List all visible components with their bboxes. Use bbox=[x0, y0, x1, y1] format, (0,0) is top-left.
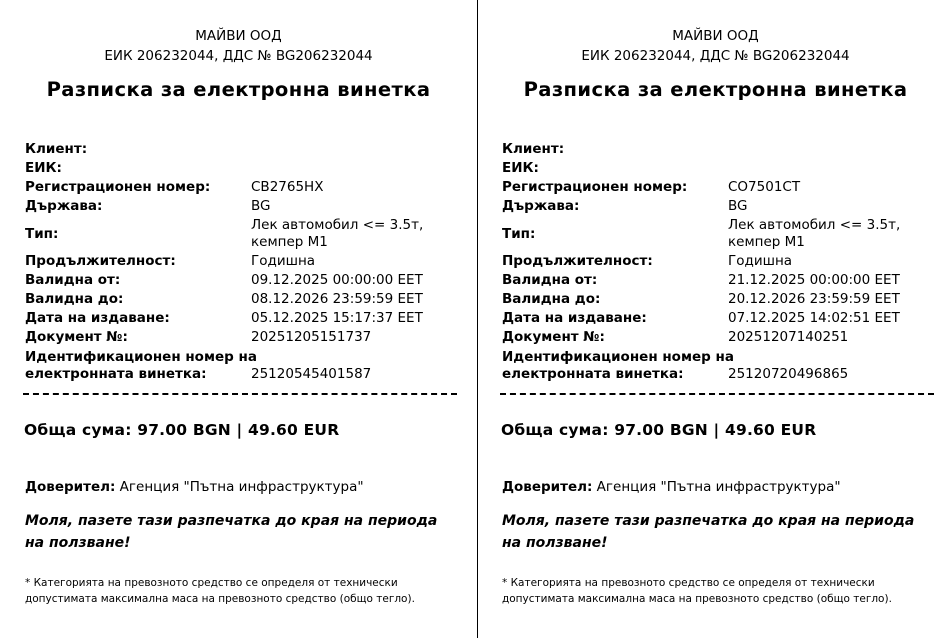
keep-receipt-notice: Моля, пазете тази разпечатка до края на периода на ползване! bbox=[25, 513, 438, 551]
valid-to-label: Валидна до: bbox=[502, 291, 601, 307]
valid-from-value: 09.12.2025 00:00:00 EET bbox=[251, 272, 423, 288]
country-value: BG bbox=[728, 198, 748, 214]
receipt-title: Разписка за електронна винетка bbox=[46, 78, 431, 101]
company-header bbox=[500, 26, 931, 66]
document-value: 20251205151737 bbox=[251, 329, 372, 345]
issue-date-value: 05.12.2025 15:17:37 EET bbox=[251, 310, 423, 326]
creditor-line bbox=[25, 479, 364, 495]
type-label: Тип: bbox=[502, 226, 536, 242]
eik-label: ЕИК: bbox=[25, 160, 62, 176]
type-value-line1: Лек автомобил <= 3.5т, bbox=[728, 217, 901, 233]
issue-date-label: Дата на издаване: bbox=[25, 310, 170, 326]
registration-label: Регистрационен номер: bbox=[502, 179, 688, 195]
vignette-id-value: 25120720496865 bbox=[728, 366, 849, 382]
company-header bbox=[23, 26, 454, 66]
document-label: Документ №: bbox=[25, 329, 128, 345]
creditor-value: Агенция "Пътна инфраструктура" bbox=[592, 479, 841, 495]
company-ids: ЕИК 206232044, ДДС № BG206232044 bbox=[581, 48, 850, 64]
issue-date-value: 07.12.2025 14:02:51 EET bbox=[728, 310, 900, 326]
creditor-label: Доверител: bbox=[25, 479, 116, 495]
valid-to-label: Валидна до: bbox=[25, 291, 124, 307]
duration-label: Продължителност: bbox=[502, 253, 653, 269]
vignette-id-label: Идентификационен номер на електронната винетка: bbox=[25, 349, 257, 382]
dashed-separator bbox=[23, 393, 457, 395]
country-label: Държава: bbox=[25, 198, 103, 214]
dashed-separator bbox=[500, 393, 934, 395]
company-name: МАЙВИ ООД bbox=[672, 28, 759, 44]
valid-to-value: 20.12.2026 23:59:59 EET bbox=[728, 291, 900, 307]
duration-label: Продължителност: bbox=[25, 253, 176, 269]
total-amount: Обща сума: 97.00 BGN | 49.60 EUR bbox=[501, 421, 817, 439]
eik-label: ЕИК: bbox=[502, 160, 539, 176]
vignette-id-label: Идентификационен номер на електронната винетка: bbox=[502, 349, 734, 382]
type-value-line1: Лек автомобил <= 3.5т, bbox=[251, 217, 424, 233]
valid-to-value: 08.12.2026 23:59:59 EET bbox=[251, 291, 423, 307]
registration-label: Регистрационен номер: bbox=[25, 179, 211, 195]
client-label: Клиент: bbox=[25, 141, 88, 157]
receipt-title: Разписка за електронна винетка bbox=[523, 78, 908, 101]
country-value: BG bbox=[251, 198, 271, 214]
registration-value: CO7501CT bbox=[728, 179, 801, 195]
type-value-line2: кемпер М1 bbox=[728, 234, 805, 250]
receipt-divider bbox=[477, 0, 478, 638]
duration-value: Годишна bbox=[728, 253, 793, 269]
company-ids: ЕИК 206232044, ДДС № BG206232044 bbox=[104, 48, 373, 64]
category-footnote: * Категорията на превозното средство се определя от технически допустимата максимална маса на превозното средство (общо тегло). bbox=[25, 577, 415, 605]
category-footnote: * Категорията на превозното средство се определя от технически допустимата максимална маса на превозното средство (общо тегло). bbox=[502, 577, 892, 605]
registration-value: CB2765HX bbox=[251, 179, 324, 195]
type-label: Тип: bbox=[25, 226, 59, 242]
issue-date-label: Дата на издаване: bbox=[502, 310, 647, 326]
valid-from-value: 21.12.2025 00:00:00 EET bbox=[728, 272, 900, 288]
country-label: Държава: bbox=[502, 198, 580, 214]
duration-value: Годишна bbox=[251, 253, 316, 269]
company-name: МАЙВИ ООД bbox=[195, 28, 282, 44]
type-value-line2: кемпер М1 bbox=[251, 234, 328, 250]
creditor-value: Агенция "Пътна инфраструктура" bbox=[115, 479, 364, 495]
vignette-id-value: 25120545401587 bbox=[251, 366, 372, 382]
valid-from-label: Валидна от: bbox=[25, 272, 121, 288]
client-label: Клиент: bbox=[502, 141, 565, 157]
creditor-line bbox=[502, 479, 841, 495]
valid-from-label: Валидна от: bbox=[502, 272, 598, 288]
document-label: Документ №: bbox=[502, 329, 605, 345]
creditor-label: Доверител: bbox=[502, 479, 593, 495]
document-value: 20251207140251 bbox=[728, 329, 849, 345]
total-amount: Обща сума: 97.00 BGN | 49.60 EUR bbox=[24, 421, 340, 439]
keep-receipt-notice: Моля, пазете тази разпечатка до края на периода на ползване! bbox=[502, 513, 915, 551]
